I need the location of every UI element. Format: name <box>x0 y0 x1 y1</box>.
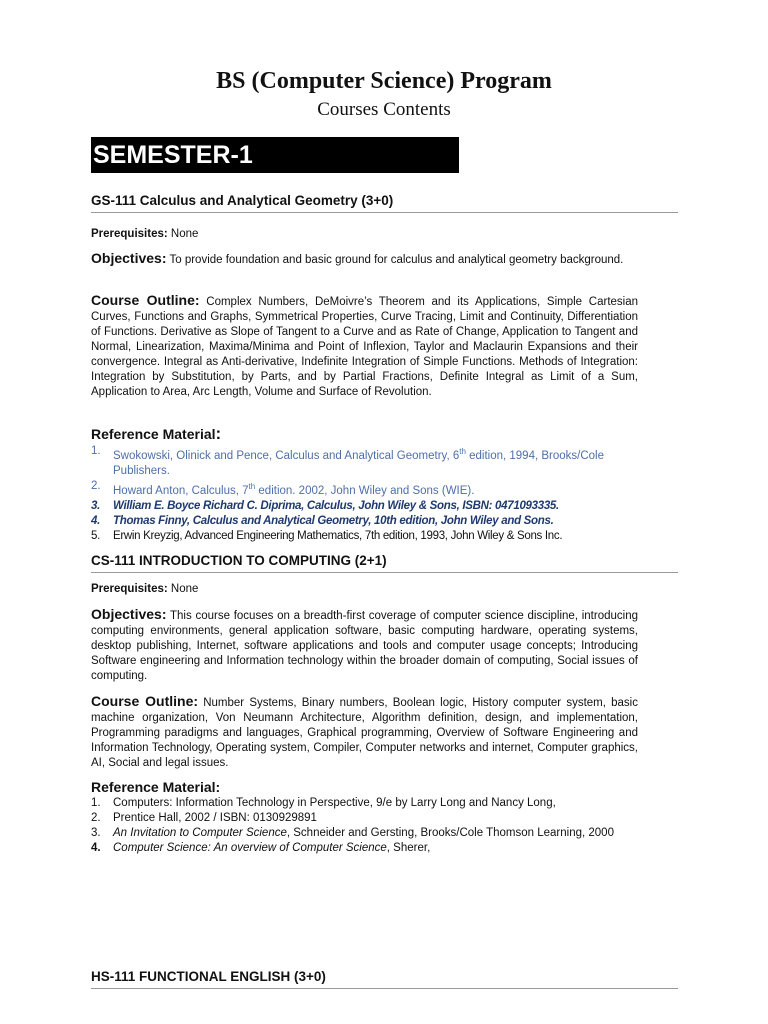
gs111-reference-heading: Reference Material: <box>91 424 222 443</box>
list-item: 4. Thomas Finny, Calculus and Analytical Geometry, 10th edition, John Wiley and Sons. <box>91 514 554 527</box>
list-item: 3. An Invitation to Computer Science, Schneider and Gersting, Brooks/Cole Thomson Learning, 2000 <box>91 827 614 839</box>
program-subtitle: Courses Contents <box>317 99 451 120</box>
outline-label: Course Outline: <box>91 292 200 308</box>
gs111-course-outline <box>91 293 638 400</box>
cs111-objectives <box>91 607 638 684</box>
gs111-prerequisites <box>91 227 638 242</box>
objectives-label: Objectives: <box>91 606 167 622</box>
gs111-objectives <box>91 251 638 268</box>
list-item: 5. Erwin Kreyzig, Advanced Engineering Mathematics, 7th edition, 1993, John Wiley & Sons Inc. <box>91 529 563 542</box>
course-heading-hs111: HS-111 FUNCTIONAL ENGLISH (3+0) <box>91 968 678 989</box>
cs111-reference-list <box>91 796 639 856</box>
prereq-value: None <box>170 583 199 595</box>
list-item: 2. Prentice Hall, 2002 / ISBN: 0130929891 <box>91 812 317 824</box>
list-item: 3. William E. Boyce Richard C. Diprima, Calculus, John Wiley & Sons, ISBN: 0471093335. <box>91 499 559 512</box>
list-item: 1. Swokowski, Olinick and Pence, Calculus and Analytical Geometry, 6th edition, 1994, Brooks/Cole Publishers. <box>91 445 604 477</box>
objectives-text: To provide foundation and basic ground for calculus and analytical geometry background. <box>169 254 624 266</box>
outline-label: Course Outline: <box>91 693 199 709</box>
cs111-course-outline <box>91 694 638 771</box>
objectives-label: Objectives: <box>91 250 167 266</box>
prereq-label: Prerequisites: <box>91 583 168 595</box>
cs111-reference-heading: Reference Material: <box>91 779 221 795</box>
list-item: 2. Howard Anton, Calculus, 7th edition. 2002, John Wiley and Sons (WIE). <box>91 479 475 497</box>
list-item: 1. Computers: Information Technology in Perspective, 9/e by Larry Long and Nancy Long, <box>91 797 556 809</box>
gs111-reference-list <box>91 444 639 544</box>
outline-text: Complex Numbers, DeMoivre’s Theorem and its Applications, Simple Cartesian Curves, Functions and Graphs, Symmetrical Properties, Curve Tracing, Limit and Continuity, Differentiation of Functions. Derivative as Slope of Tangent to a Curve and as Rate of Change, Application to Tangent and Normal, Linearization, Maxima/Minima and Point of Inflexion, Taylor and Maclaurin Expansions and their convergence. Integral as Anti-derivative, Indefinite Integration of Simple Functions. Methods of Integration: Integration by Substitution, by Parts, and by Partial Fractions, Definite Integral as Limit of a Sum, Application to Area, Arc Length, Volume and Surface of Revolution. <box>91 296 639 398</box>
cs111-prerequisites <box>91 582 638 597</box>
prereq-label: Prerequisites: <box>91 228 168 240</box>
prereq-value: None <box>170 228 199 240</box>
outline-text: Number Systems, Binary numbers, Boolean logic, History computer system, basic machine organization, Von Neumann Architecture, Algorithm definition, design, and implementation, Programming paradigms and languages, Graphical programming, Overview of Software Engineering and Information Technology, Operating system, Compiler, Computer networks and internet, Computer graphics, AI, Social and legal issues. <box>91 697 638 769</box>
program-title: BS (Computer Science) Program <box>216 68 552 94</box>
course-heading-cs111: CS-111 INTRODUCTION TO COMPUTING (2+1) <box>91 552 678 573</box>
course-heading-gs111: GS-111 Calculus and Analytical Geometry (3+0) <box>91 192 678 213</box>
semester-banner: SEMESTER-1 <box>91 137 459 173</box>
list-item: 4. Computer Science: An overview of Computer Science, Sherer, <box>91 842 431 854</box>
objectives-text: This course focuses on a breadth-first coverage of computer science discipline, introducing computing environments, general application software, basic computing hardware, operating systems, desktop publishing, Internet, software applications and tools and computer usage concepts; Introducing Software engineering and Information technology within the broader domain of computing, Social issues of computing. <box>91 610 638 682</box>
